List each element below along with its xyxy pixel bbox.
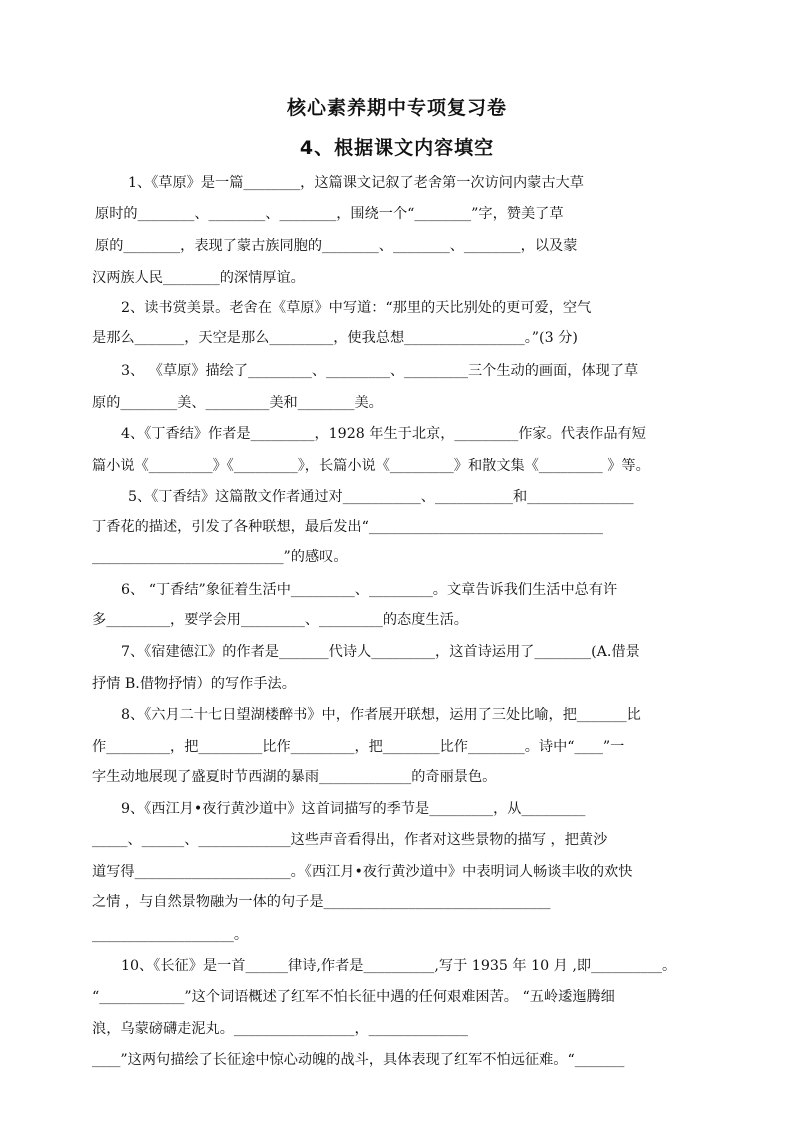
text-line: _____、______、_____________这些声音看得出，作者对这些景物的描写 ，把黄沙 <box>92 832 608 848</box>
text-line: 4、《丁香结》作者是_________，1928 年生于北京，_________作家。代表作品有短 <box>121 426 646 442</box>
text-line: ____”这两句描绘了长征途中惊心动魄的战斗，具体表现了红军不怕远征难。“_______ <box>92 1052 625 1068</box>
text-line: 6、 “丁香结”象征着生活中_________、_________。文章告诉我们生活中总有许 <box>121 582 618 598</box>
text-line: 原的________美、_________美和________美。 <box>92 395 383 411</box>
text-line: ___________________________”的感叹。 <box>92 549 348 565</box>
text-line: 汉两族人民________的深情厚谊。 <box>92 270 305 286</box>
text-line: 2、读书赏美景。老舍在《草原》中写道：“那里的天比别处的更可爱，空气 <box>121 300 592 316</box>
text-line: 丁香花的描述，引发了各种联想，最后发出“_________________________________ <box>92 519 603 535</box>
text-line: 浪，乌蒙磅礴走泥丸。_________________，______________ <box>92 1021 468 1037</box>
text-line: 9、《西江月•夜行黄沙道中》这首词描写的季节是_________，从_________ <box>121 801 586 817</box>
text-line: 8、《六月二十七日望湖楼醉书》中，作者展开联想，运用了三处比喻，把_______比 <box>121 707 641 723</box>
text-line: 5、《丁香结》这篇散文作者通过对___________、___________和_______________ <box>128 489 634 505</box>
text-line: 之情 ，与自然景物融为一体的句子是________________________________ <box>92 894 551 910</box>
text-line: 是那么_______，天空是那么_________，使我总想_________________。”(3 分) <box>92 330 578 346</box>
text-line: 7、《宿建德江》的作者是_______代诗人_________，这首诗运用了________(A.借景 <box>121 644 640 660</box>
text-line: 抒情 B.借物抒情）的写作手法。 <box>92 676 296 692</box>
text-line: 1、《草原》是一篇________，这篇课文记叙了老舍第一次访问内蒙古大草 <box>128 175 584 191</box>
text-line: “____________”这个词语概述了红军不怕长征中遇的任何艰难困苦。 “五岭逶迤腾细 <box>92 989 615 1005</box>
text-line: 原的________，表现了蒙古族同胞的________、________、________，以及蒙 <box>95 238 578 254</box>
text-line: ____________________。 <box>92 927 249 943</box>
text-line: 10、《长征》是一首______律诗,作者是__________,写于 1935 年 10 月 ,即__________。 <box>121 958 677 974</box>
text-line: 多_________，要学会用_________、_________的态度生活。 <box>92 612 468 628</box>
text-line: 字生动地展现了盛夏时节西湖的暴雨_____________的奇丽景色。 <box>92 769 497 785</box>
page-title: 核心素养期中专项复习卷 <box>286 97 507 119</box>
text-line: 道写得______________________。《西江月•夜行黄沙道中》中表明词人畅谈丰收的欢快 <box>92 864 633 880</box>
text-line: 篇小说《_________》《_________》，长篇小说《_________》和散文集《_________ 》等。 <box>92 458 650 474</box>
text-line: 作_________，把_________比作_________，把________比作________。诗中“____”一 <box>92 739 625 755</box>
section-title: 4、根据课文内容填空 <box>299 137 495 159</box>
text-line: 3、 《草原》描绘了_________、_________、_________三个生动的画面，体现了草 <box>121 363 639 379</box>
text-line: 原时的________、________、________，围绕一个“________”字，赞美了草 <box>95 206 564 222</box>
